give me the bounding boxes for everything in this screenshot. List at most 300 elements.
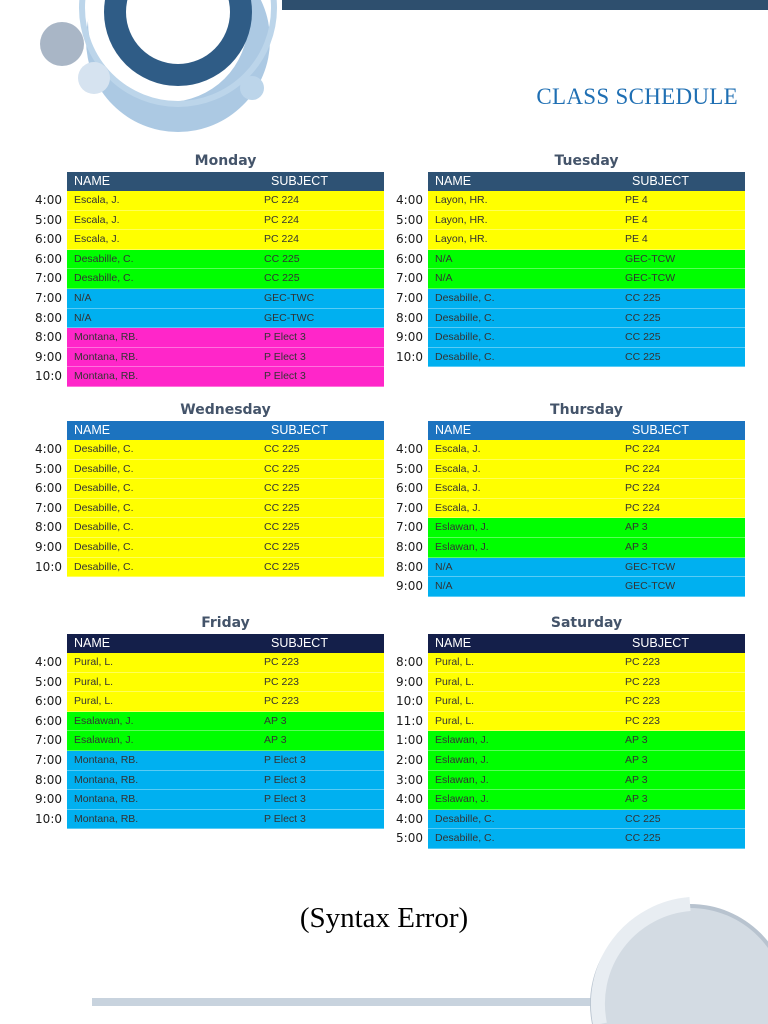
time-cell: 6:00 <box>35 481 62 496</box>
name-cell: Desabille, C. <box>435 350 495 363</box>
table-row <box>361 577 745 597</box>
row-cells <box>67 269 384 289</box>
name-cell: Pural, L. <box>435 656 475 668</box>
day-block-friday <box>0 612 384 829</box>
name-cell: Desabille, C. <box>74 252 134 265</box>
time-cell: 7:00 <box>35 752 62 767</box>
table-row <box>0 499 384 519</box>
time-cell: 10:0 <box>35 811 62 826</box>
name-cell: Pural, L. <box>74 675 114 688</box>
subject-cell: CC 225 <box>625 832 661 845</box>
subject-cell: CC 225 <box>625 350 661 363</box>
header-name: NAME <box>74 423 111 437</box>
header-subject: SUBJECT <box>271 636 328 650</box>
subject-cell: AP 3 <box>625 540 648 553</box>
name-cell: N/A <box>435 580 453 593</box>
subject-cell: AP 3 <box>264 734 287 747</box>
time-cell: 4:00 <box>396 792 423 807</box>
subject-cell: PC 223 <box>264 695 300 708</box>
subject-cell: CC 225 <box>264 462 300 475</box>
day-title: Friday <box>201 615 250 631</box>
row-cells <box>428 269 745 289</box>
table-row <box>361 460 745 480</box>
time-cell: 5:00 <box>35 674 62 689</box>
header-subject: SUBJECT <box>271 174 328 188</box>
row-cells <box>67 518 384 538</box>
time-cell: 8:00 <box>396 655 423 669</box>
time-cell: 7:00 <box>35 271 62 286</box>
table-row <box>0 479 384 499</box>
table-row <box>361 479 745 499</box>
table-row <box>0 558 384 578</box>
subject-cell: PC 223 <box>625 714 661 727</box>
time-cell: 8:00 <box>396 310 423 325</box>
name-cell: Desabille, C. <box>74 540 134 553</box>
row-cells <box>428 829 745 849</box>
row-cells <box>67 653 384 673</box>
table-row <box>0 751 384 771</box>
subject-cell: PC 224 <box>625 462 661 475</box>
name-cell: Desabille, C. <box>74 501 134 514</box>
row-cells <box>67 712 384 732</box>
time-cell: 7:00 <box>35 290 62 305</box>
subject-cell: AP 3 <box>625 753 648 766</box>
header-name: NAME <box>435 636 472 650</box>
table-row <box>0 269 384 289</box>
subject-cell: P Elect 3 <box>264 331 306 344</box>
footer-text: (Syntax Error) <box>299 902 469 934</box>
table-row <box>0 191 384 211</box>
subject-cell: GEC-TCW <box>625 560 676 573</box>
name-cell: Desabille, C. <box>74 272 134 285</box>
table-row <box>0 328 384 348</box>
table-row <box>361 309 745 329</box>
name-cell: Desabille, C. <box>435 311 495 324</box>
row-cells <box>67 211 384 231</box>
time-cell: 8:00 <box>396 539 423 554</box>
row-cells <box>428 577 745 597</box>
row-cells <box>67 230 384 250</box>
row-cells <box>67 479 384 499</box>
subject-cell: CC 225 <box>264 272 300 285</box>
table-row <box>0 460 384 480</box>
subject-cell: AP 3 <box>264 714 287 727</box>
day-title: Wednesday <box>180 402 271 418</box>
subject-cell: CC 225 <box>264 560 300 573</box>
subject-cell: CC 225 <box>625 331 661 344</box>
subject-cell: GEC-TWC <box>264 311 315 324</box>
name-cell: Desabille, C. <box>74 443 134 455</box>
subject-cell: PC 223 <box>625 695 661 708</box>
row-cells <box>67 692 384 712</box>
subject-cell: AP 3 <box>625 521 648 534</box>
name-cell: Desabille, C. <box>435 812 495 825</box>
name-cell: Desabille, C. <box>74 521 134 534</box>
table-row <box>361 731 745 751</box>
row-cells <box>67 790 384 810</box>
name-cell: Montana, RB. <box>74 773 139 786</box>
table-header <box>67 172 384 191</box>
schedule-rows <box>0 440 384 577</box>
schedule-rows <box>0 653 384 829</box>
name-cell: Layon, HR. <box>435 213 488 226</box>
name-cell: Escala, J. <box>74 194 120 206</box>
table-row <box>361 810 745 830</box>
table-header <box>428 634 745 653</box>
row-cells <box>428 191 745 211</box>
time-cell: 7:00 <box>396 500 423 515</box>
day-title: Monday <box>194 153 257 169</box>
name-cell: Montana, RB. <box>74 812 139 825</box>
time-cell: 1:00 <box>396 733 423 748</box>
name-cell: Escala, J. <box>435 443 481 455</box>
table-row <box>361 348 745 368</box>
name-cell: Montana, RB. <box>74 753 139 766</box>
table-row <box>0 771 384 791</box>
row-cells <box>428 289 745 309</box>
day-block-thursday <box>361 399 745 597</box>
name-cell: Eslawan, J. <box>435 540 489 553</box>
time-cell: 2:00 <box>396 752 423 767</box>
row-cells <box>428 479 745 499</box>
time-cell: 7:00 <box>396 271 423 286</box>
row-cells <box>428 731 745 751</box>
name-cell: Pural, L. <box>74 695 114 708</box>
table-row <box>361 191 745 211</box>
name-cell: Montana, RB. <box>74 793 139 806</box>
time-cell: 10:0 <box>396 349 423 364</box>
row-cells <box>67 731 384 751</box>
time-cell: 6:00 <box>396 232 423 247</box>
row-cells <box>67 328 384 348</box>
name-cell: Desabille, C. <box>74 560 134 573</box>
schedule-rows <box>0 191 384 387</box>
table-row <box>361 558 745 578</box>
time-cell: 9:00 <box>35 792 62 807</box>
time-cell: 7:00 <box>35 733 62 748</box>
day-title: Saturday <box>550 615 623 631</box>
time-cell: 9:00 <box>396 330 423 345</box>
time-cell: 7:00 <box>396 290 423 305</box>
name-cell: Desabille, C. <box>435 331 495 344</box>
table-row <box>0 712 384 732</box>
header-name: NAME <box>74 636 111 650</box>
schedule-rows <box>361 653 745 849</box>
table-row <box>361 790 745 810</box>
name-cell: Desabille, C. <box>74 482 134 495</box>
schedule-rows <box>361 440 745 597</box>
header-subject: SUBJECT <box>632 636 689 650</box>
time-cell: 4:00 <box>396 193 423 207</box>
row-cells <box>67 191 384 211</box>
row-cells <box>67 289 384 309</box>
day-block-saturday <box>361 612 745 849</box>
subject-cell: GEC-TCW <box>625 580 676 593</box>
table-row <box>0 309 384 329</box>
table-row <box>361 538 745 558</box>
name-cell: Desabille, C. <box>435 832 495 845</box>
subject-cell: PC 224 <box>625 501 661 514</box>
table-header <box>428 421 745 440</box>
subject-cell: PC 224 <box>264 194 300 206</box>
subject-cell: P Elect 3 <box>264 812 306 825</box>
row-cells <box>428 712 745 732</box>
table-header <box>67 421 384 440</box>
time-cell: 8:00 <box>35 330 62 345</box>
subject-cell: PC 223 <box>264 656 300 668</box>
time-cell: 4:00 <box>396 442 423 456</box>
header-subject: SUBJECT <box>632 423 689 437</box>
table-row <box>361 289 745 309</box>
row-cells <box>67 673 384 693</box>
time-cell: 8:00 <box>396 559 423 574</box>
time-cell: 6:00 <box>35 713 62 728</box>
table-row <box>361 328 745 348</box>
time-cell: 7:00 <box>35 500 62 515</box>
subject-cell: GEC-TCW <box>625 272 676 285</box>
row-cells <box>67 771 384 791</box>
table-row <box>0 538 384 558</box>
name-cell: Desabille, C. <box>74 462 134 475</box>
row-cells <box>428 810 745 830</box>
time-cell: 9:00 <box>35 349 62 364</box>
subject-cell: CC 225 <box>625 291 661 304</box>
time-cell: 6:00 <box>396 251 423 266</box>
name-cell: N/A <box>74 311 92 324</box>
table-row <box>361 230 745 250</box>
row-cells <box>67 309 384 329</box>
name-cell: Eslawan, J. <box>435 773 489 786</box>
time-cell: 6:00 <box>396 481 423 496</box>
table-row <box>361 771 745 791</box>
row-cells <box>67 751 384 771</box>
name-cell: Escala, J. <box>74 213 120 226</box>
table-row <box>0 692 384 712</box>
table-row <box>361 499 745 519</box>
table-row <box>361 653 745 673</box>
time-cell: 4:00 <box>35 193 62 207</box>
table-row <box>0 673 384 693</box>
day-title: Tuesday <box>554 153 619 169</box>
name-cell: Eslawan, J. <box>435 793 489 806</box>
name-cell: N/A <box>435 560 453 573</box>
table-row <box>361 751 745 771</box>
subject-cell: PE 4 <box>625 194 648 206</box>
row-cells <box>67 367 384 387</box>
row-cells <box>428 538 745 558</box>
subject-cell: PE 4 <box>625 233 648 246</box>
header-subject: SUBJECT <box>271 423 328 437</box>
name-cell: Escala, J. <box>435 482 481 495</box>
row-cells <box>67 348 384 368</box>
name-cell: Eslawan, J. <box>435 734 489 747</box>
name-cell: Eslawan, J. <box>435 521 489 534</box>
table-row <box>0 230 384 250</box>
table-row <box>0 518 384 538</box>
subject-cell: PC 224 <box>264 233 300 246</box>
table-row <box>361 518 745 538</box>
time-cell: 9:00 <box>35 539 62 554</box>
time-cell: 5:00 <box>396 831 423 846</box>
table-row <box>361 440 745 460</box>
time-cell: 5:00 <box>35 461 62 476</box>
table-row <box>361 673 745 693</box>
name-cell: N/A <box>435 252 453 265</box>
name-cell: N/A <box>74 291 92 304</box>
time-cell: 9:00 <box>396 674 423 689</box>
time-cell: 4:00 <box>35 655 62 669</box>
name-cell: Pural, L. <box>435 695 475 708</box>
time-cell: 4:00 <box>35 442 62 456</box>
subject-cell: P Elect 3 <box>264 773 306 786</box>
row-cells <box>428 250 745 270</box>
time-cell: 8:00 <box>35 520 62 535</box>
table-row <box>0 440 384 460</box>
name-cell: Eslawan, J. <box>435 753 489 766</box>
table-row <box>0 731 384 751</box>
table-row <box>0 250 384 270</box>
time-cell: 10:0 <box>35 559 62 574</box>
subject-cell: PC 223 <box>625 675 661 688</box>
header-subject: SUBJECT <box>632 174 689 188</box>
name-cell: Desabille, C. <box>435 291 495 304</box>
day-block-tuesday <box>361 150 745 367</box>
table-row <box>361 269 745 289</box>
subject-cell: PC 224 <box>264 213 300 226</box>
day-block-monday <box>0 150 384 387</box>
time-cell: 3:00 <box>396 772 423 787</box>
row-cells <box>428 653 745 673</box>
row-cells <box>428 673 745 693</box>
name-cell: Escala, J. <box>435 501 481 514</box>
table-row <box>361 250 745 270</box>
page-title: CLASS SCHEDULE <box>536 84 738 109</box>
day-title: Thursday <box>550 402 623 418</box>
subject-cell: CC 225 <box>264 252 300 265</box>
table-row <box>0 810 384 830</box>
time-cell: 8:00 <box>35 772 62 787</box>
name-cell: Esalawan, J. <box>74 734 134 747</box>
table-row <box>0 348 384 368</box>
subject-cell: AP 3 <box>625 793 648 806</box>
time-cell: 7:00 <box>396 520 423 535</box>
name-cell: Esalawan, J. <box>74 714 134 727</box>
name-cell: Layon, HR. <box>435 233 488 246</box>
name-cell: Pural, L. <box>435 714 475 727</box>
subject-cell: GEC-TWC <box>264 291 315 304</box>
time-cell: 6:00 <box>35 694 62 709</box>
name-cell: Pural, L. <box>74 656 114 668</box>
name-cell: Montana, RB. <box>74 350 139 363</box>
header-name: NAME <box>435 174 472 188</box>
subject-cell: CC 225 <box>264 540 300 553</box>
time-cell: 4:00 <box>396 811 423 826</box>
subject-cell: PC 223 <box>625 656 661 668</box>
header-name: NAME <box>435 423 472 437</box>
table-row <box>361 712 745 732</box>
subject-cell: CC 225 <box>264 521 300 534</box>
subject-cell: CC 225 <box>625 812 661 825</box>
row-cells <box>67 558 384 578</box>
table-row <box>361 211 745 231</box>
name-cell: N/A <box>435 272 453 285</box>
subject-cell: CC 225 <box>264 501 300 514</box>
time-cell: 5:00 <box>35 212 62 227</box>
subject-cell: P Elect 3 <box>264 350 306 363</box>
row-cells <box>428 499 745 519</box>
subject-cell: P Elect 3 <box>264 793 306 806</box>
time-cell: 10:0 <box>35 369 62 384</box>
row-cells <box>428 230 745 250</box>
time-cell: 11:0 <box>396 713 423 728</box>
row-cells <box>428 751 745 771</box>
table-row <box>0 790 384 810</box>
subject-cell: AP 3 <box>625 773 648 786</box>
row-cells <box>67 810 384 830</box>
row-cells <box>428 790 745 810</box>
subject-cell: P Elect 3 <box>264 753 306 766</box>
name-cell: Pural, L. <box>435 675 475 688</box>
subject-cell: PC 224 <box>625 443 661 455</box>
subject-cell: AP 3 <box>625 734 648 747</box>
time-cell: 10:0 <box>396 694 423 709</box>
table-row <box>0 367 384 387</box>
time-cell: 8:00 <box>35 310 62 325</box>
row-cells <box>67 499 384 519</box>
time-cell: 6:00 <box>35 232 62 247</box>
row-cells <box>428 440 745 460</box>
name-cell: Escala, J. <box>74 233 120 246</box>
row-cells <box>67 538 384 558</box>
row-cells <box>67 250 384 270</box>
row-cells <box>428 348 745 368</box>
subject-cell: GEC-TCW <box>625 252 676 265</box>
row-cells <box>428 460 745 480</box>
table-row <box>0 211 384 231</box>
subject-cell: P Elect 3 <box>264 370 306 383</box>
row-cells <box>428 771 745 791</box>
time-cell: 5:00 <box>396 212 423 227</box>
name-cell: Montana, RB. <box>74 331 139 344</box>
name-cell: Montana, RB. <box>74 370 139 383</box>
header-name: NAME <box>74 174 111 188</box>
subject-cell: PC 223 <box>264 675 300 688</box>
row-cells <box>428 692 745 712</box>
subject-cell: PE 4 <box>625 213 648 226</box>
table-header <box>67 634 384 653</box>
table-header <box>428 172 745 191</box>
table-row <box>361 829 745 849</box>
schedule-rows <box>361 191 745 367</box>
table-row <box>0 653 384 673</box>
time-cell: 5:00 <box>396 461 423 476</box>
name-cell: Escala, J. <box>435 462 481 475</box>
time-cell: 6:00 <box>35 251 62 266</box>
row-cells <box>428 328 745 348</box>
day-block-wednesday <box>0 399 384 577</box>
row-cells <box>67 440 384 460</box>
table-row <box>361 692 745 712</box>
row-cells <box>428 211 745 231</box>
subject-cell: CC 225 <box>264 482 300 495</box>
row-cells <box>428 558 745 578</box>
row-cells <box>67 460 384 480</box>
subject-cell: CC 225 <box>625 311 661 324</box>
subject-cell: PC 224 <box>625 482 661 495</box>
row-cells <box>428 518 745 538</box>
name-cell: Layon, HR. <box>435 194 488 206</box>
table-row <box>0 289 384 309</box>
